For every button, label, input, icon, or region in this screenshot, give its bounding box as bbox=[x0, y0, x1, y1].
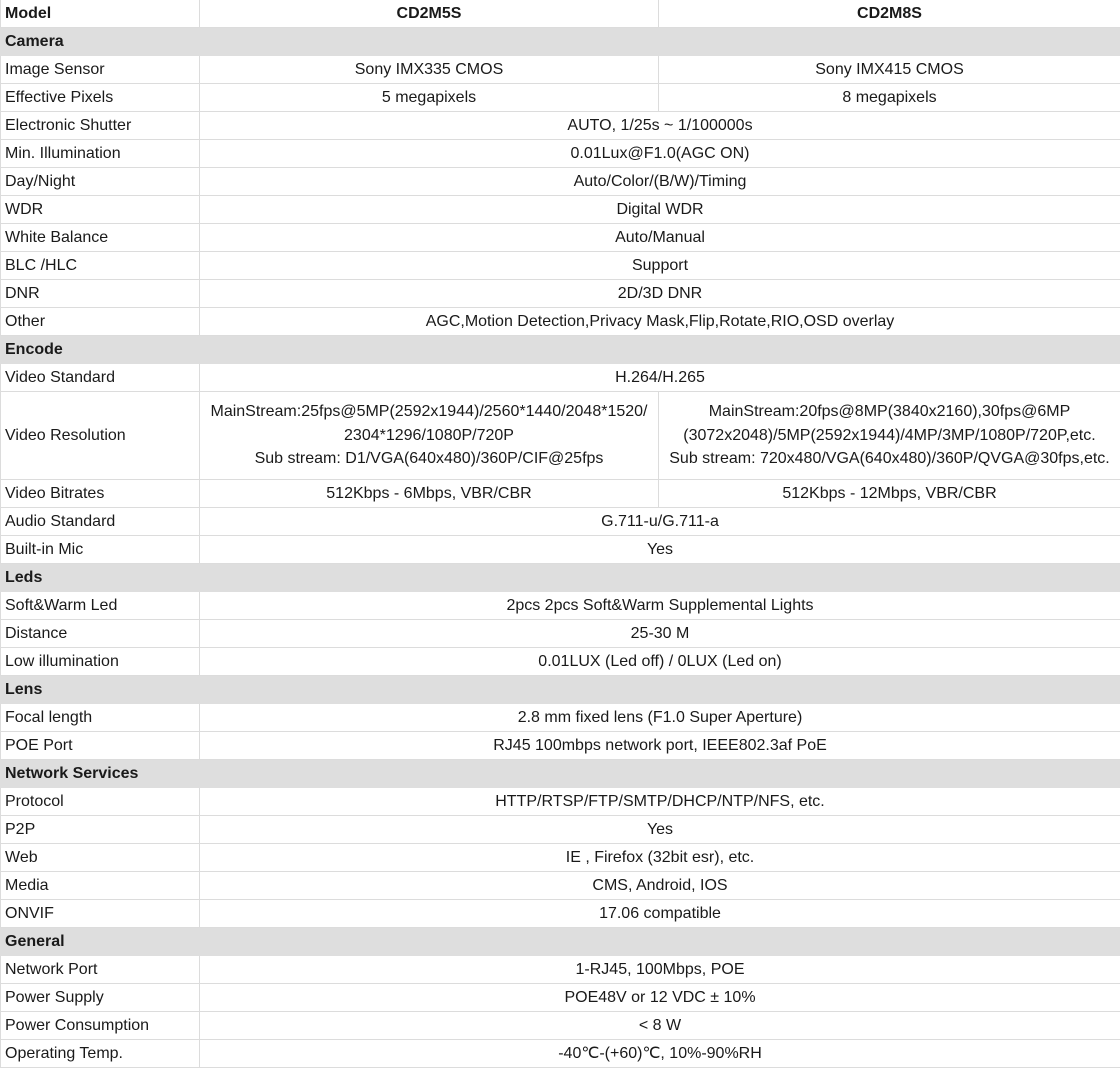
spec-value-line: MainStream:20fps@8MP(3840x2160),30fps@6MP bbox=[708, 403, 1071, 421]
spec-row-focal-length bbox=[1, 704, 1120, 732]
spec-row-effective-pixels bbox=[1, 84, 1120, 112]
spec-row-power-supply bbox=[1, 984, 1120, 1012]
spec-row-wdr bbox=[1, 196, 1120, 224]
spec-label: Power Supply bbox=[1, 984, 200, 1012]
spec-row-video-resolution bbox=[1, 392, 1120, 480]
spec-label: Video Standard bbox=[1, 364, 200, 392]
spec-row-electronic-shutter bbox=[1, 112, 1120, 140]
spec-value-shared: Auto/Color/(B/W)/Timing bbox=[200, 168, 1120, 196]
spec-row-other bbox=[1, 308, 1120, 336]
spec-value-model-2: 512Kbps - 12Mbps, VBR/CBR bbox=[659, 480, 1120, 508]
spec-value-shared: 1-RJ45, 100Mbps, POE bbox=[200, 956, 1120, 984]
spec-label: Effective Pixels bbox=[1, 84, 200, 112]
spec-row-min-illumination bbox=[1, 140, 1120, 168]
spec-label: Day/Night bbox=[1, 168, 200, 196]
section-header-lens bbox=[1, 676, 1120, 704]
spec-row-white-balance bbox=[1, 224, 1120, 252]
spec-row-web bbox=[1, 844, 1120, 872]
section-title: General bbox=[1, 928, 1120, 956]
spec-row-media bbox=[1, 872, 1120, 900]
spec-value-model-2: 8 megapixels bbox=[659, 84, 1120, 112]
spec-label: Soft&Warm Led bbox=[1, 592, 200, 620]
section-title: Camera bbox=[1, 28, 1120, 56]
spec-value-shared: POE48V or 12 VDC ± 10% bbox=[200, 984, 1120, 1012]
spec-row-audio-standard bbox=[1, 508, 1120, 536]
spec-value-shared: 2pcs 2pcs Soft&Warm Supplemental Lights bbox=[200, 592, 1120, 620]
spec-value-shared: G.711-u/G.711-a bbox=[200, 508, 1120, 536]
spec-label: Protocol bbox=[1, 788, 200, 816]
spec-row-blc-hlc bbox=[1, 252, 1120, 280]
model-name-cd2m5s: CD2M5S bbox=[200, 0, 659, 28]
spec-label: Focal length bbox=[1, 704, 200, 732]
section-header-camera bbox=[1, 28, 1120, 56]
spec-label: Operating Temp. bbox=[1, 1040, 200, 1068]
spec-row-low-illumination bbox=[1, 648, 1120, 676]
spec-value-line: 2304*1296/1080P/720P bbox=[344, 426, 514, 444]
spec-label: Other bbox=[1, 308, 200, 336]
spec-value-shared: Support bbox=[200, 252, 1120, 280]
spec-label: Video Resolution bbox=[1, 392, 200, 480]
spec-label: Media bbox=[1, 872, 200, 900]
spec-value-shared: Auto/Manual bbox=[200, 224, 1120, 252]
model-header-label: Model bbox=[1, 0, 200, 28]
section-title: Network Services bbox=[1, 760, 1120, 788]
spec-row-power-consumption bbox=[1, 1012, 1120, 1040]
spec-value-shared: AGC,Motion Detection,Privacy Mask,Flip,Rotate,RIO,OSD overlay bbox=[200, 308, 1120, 336]
spec-label: Audio Standard bbox=[1, 508, 200, 536]
spec-row-day-night bbox=[1, 168, 1120, 196]
spec-label: Video Bitrates bbox=[1, 480, 200, 508]
spec-value-shared: 2D/3D DNR bbox=[200, 280, 1120, 308]
spec-label: BLC /HLC bbox=[1, 252, 200, 280]
spec-row-onvif bbox=[1, 900, 1120, 928]
section-title: Leds bbox=[1, 564, 1120, 592]
spec-label: ONVIF bbox=[1, 900, 200, 928]
spec-label: Power Consumption bbox=[1, 1012, 200, 1040]
spec-value-shared: 25-30 M bbox=[200, 620, 1120, 648]
spec-row-poe-port bbox=[1, 732, 1120, 760]
spec-value-shared: 2.8 mm fixed lens (F1.0 Super Aperture) bbox=[200, 704, 1120, 732]
section-header-leds bbox=[1, 564, 1120, 592]
section-header-network-services bbox=[1, 760, 1120, 788]
spec-value-shared: Digital WDR bbox=[200, 196, 1120, 224]
spec-row-video-standard bbox=[1, 364, 1120, 392]
spec-table-body bbox=[1, 0, 1120, 1068]
spec-value-shared: Yes bbox=[200, 536, 1120, 564]
spec-label: Low illumination bbox=[1, 648, 200, 676]
spec-row-protocol bbox=[1, 788, 1120, 816]
spec-label: P2P bbox=[1, 816, 200, 844]
spec-value-shared: AUTO, 1/25s ~ 1/100000s bbox=[200, 112, 1120, 140]
spec-label: Built-in Mic bbox=[1, 536, 200, 564]
spec-label: White Balance bbox=[1, 224, 200, 252]
section-title: Encode bbox=[1, 336, 1120, 364]
spec-value-model-2 bbox=[659, 392, 1120, 480]
spec-value-shared: < 8 W bbox=[200, 1012, 1120, 1040]
spec-row-dnr bbox=[1, 280, 1120, 308]
spec-value-shared: CMS, Android, IOS bbox=[200, 872, 1120, 900]
spec-value-line: Sub stream: D1/VGA(640x480)/360P/CIF@25fps bbox=[254, 450, 604, 468]
spec-row-operating-temp bbox=[1, 1040, 1120, 1068]
spec-value-line: MainStream:25fps@5MP(2592x1944)/2560*1440/2048*1520/ bbox=[210, 403, 648, 421]
spec-row-soft-warm-led bbox=[1, 592, 1120, 620]
spec-value-shared: HTTP/RTSP/FTP/SMTP/DHCP/NTP/NFS, etc. bbox=[200, 788, 1120, 816]
spec-value-line: (3072x2048)/5MP(2592x1944)/4MP/3MP/1080P/720P,etc. bbox=[683, 426, 1096, 444]
spec-label: POE Port bbox=[1, 732, 200, 760]
spec-label: Network Port bbox=[1, 956, 200, 984]
spec-row-p2p bbox=[1, 816, 1120, 844]
spec-label: Image Sensor bbox=[1, 56, 200, 84]
spec-value-shared: H.264/H.265 bbox=[200, 364, 1120, 392]
spec-row-video-bitrates bbox=[1, 480, 1120, 508]
spec-value-model-1: Sony IMX335 CMOS bbox=[200, 56, 659, 84]
spec-label: Web bbox=[1, 844, 200, 872]
spec-value-model-2: Sony IMX415 CMOS bbox=[659, 56, 1120, 84]
spec-label: WDR bbox=[1, 196, 200, 224]
spec-value-shared: -40℃-(+60)℃, 10%-90%RH bbox=[200, 1040, 1120, 1068]
spec-value-model-1: 5 megapixels bbox=[200, 84, 659, 112]
spec-value-model-1 bbox=[200, 392, 659, 480]
spec-row-distance bbox=[1, 620, 1120, 648]
section-header-encode bbox=[1, 336, 1120, 364]
spec-value-model-1: 512Kbps - 6Mbps, VBR/CBR bbox=[200, 480, 659, 508]
section-header-general bbox=[1, 928, 1120, 956]
spec-value-shared: Yes bbox=[200, 816, 1120, 844]
spec-value-shared: RJ45 100mbps network port, IEEE802.3af PoE bbox=[200, 732, 1120, 760]
section-title: Lens bbox=[1, 676, 1120, 704]
spec-value-shared: 0.01LUX (Led off) / 0LUX (Led on) bbox=[200, 648, 1120, 676]
spec-row-built-in-mic bbox=[1, 536, 1120, 564]
spec-label: DNR bbox=[1, 280, 200, 308]
spec-value-shared: IE , Firefox (32bit esr), etc. bbox=[200, 844, 1120, 872]
spec-value-shared: 0.01Lux@F1.0(AGC ON) bbox=[200, 140, 1120, 168]
model-name-cd2m8s: CD2M8S bbox=[659, 0, 1120, 28]
spec-label: Min. Illumination bbox=[1, 140, 200, 168]
spec-label: Distance bbox=[1, 620, 200, 648]
model-header-row bbox=[1, 0, 1120, 28]
spec-row-network-port bbox=[1, 956, 1120, 984]
spec-label: Electronic Shutter bbox=[1, 112, 200, 140]
spec-value-shared: 17.06 compatible bbox=[200, 900, 1120, 928]
spec-value-line: Sub stream: 720x480/VGA(640x480)/360P/QVGA@30fps,etc. bbox=[669, 450, 1110, 468]
spec-row-image-sensor bbox=[1, 56, 1120, 84]
